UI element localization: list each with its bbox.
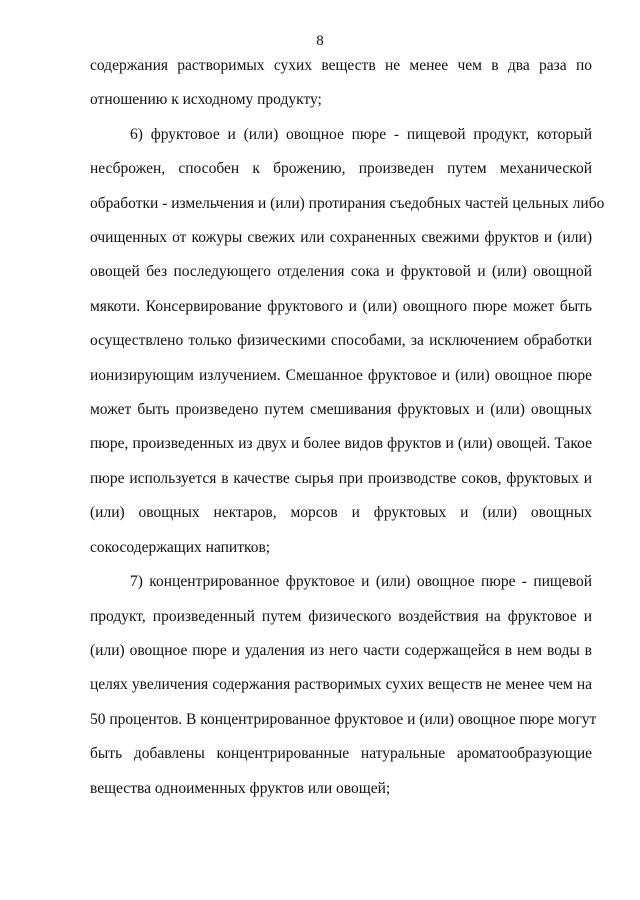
text-line: пюре используется в качестве сырья при производстве соков, фруктовых и <box>90 470 592 487</box>
text-line: пюре, произведенных из двух и более видов фруктов и (или) овощей. Такое <box>90 435 592 452</box>
text-line: обработки - измельчения и (или) протирания съедобных частей цельных либо <box>90 195 605 212</box>
text-line: 50 процентов. В концентрированное фруктовое и (или) овощное пюре могут <box>90 711 597 728</box>
text-line: вещества одноименных фруктов или овощей; <box>90 780 391 797</box>
text-line: ионизирующим излучением. Смешанное фруктовое и (или) овощное пюре <box>90 367 592 384</box>
text-line: несброжен, способен к брожению, произведен путем механической <box>90 160 592 177</box>
page-number: 8 <box>316 33 324 49</box>
text-line: овощей без последующего отделения сока и фруктовой и (или) овощной <box>90 263 592 280</box>
text-line-paragraph-start: 6) фруктовое и (или) овощное пюре - пищевой продукт, который <box>130 126 592 143</box>
text-line: содержания растворимых сухих веществ не менее чем в два раза по <box>90 57 592 74</box>
text-line: продукт, произведенный путем физического воздействия на фруктовое и <box>90 608 592 625</box>
text-line: может быть произведено путем смешивания фруктовых и (или) овощных <box>90 401 592 418</box>
text-line: отношению к исходному продукту; <box>90 91 322 108</box>
text-line: (или) овощное пюре и удаления из него части содержащейся в нем воды в <box>90 642 592 659</box>
text-line: быть добавлены концентрированные натуральные ароматообразующие <box>90 745 592 762</box>
text-line: сокосодержащих напитков; <box>90 539 271 556</box>
text-line: очищенных от кожуры свежих или сохраненных свежими фруктов и (или) <box>90 229 592 246</box>
text-line: целях увеличения содержания растворимых сухих веществ не менее чем на <box>90 676 592 693</box>
text-line: мякоти. Консервирование фруктового и (или) овощного пюре может быть <box>90 298 592 315</box>
text-line: (или) овощных нектаров, морсов и фруктовых и (или) овощных <box>90 504 592 521</box>
text-line-paragraph-start: 7) концентрированное фруктовое и (или) овощное пюре - пищевой <box>130 573 592 590</box>
text-line: осуществлено только физическими способами, за исключением обработки <box>90 332 592 349</box>
